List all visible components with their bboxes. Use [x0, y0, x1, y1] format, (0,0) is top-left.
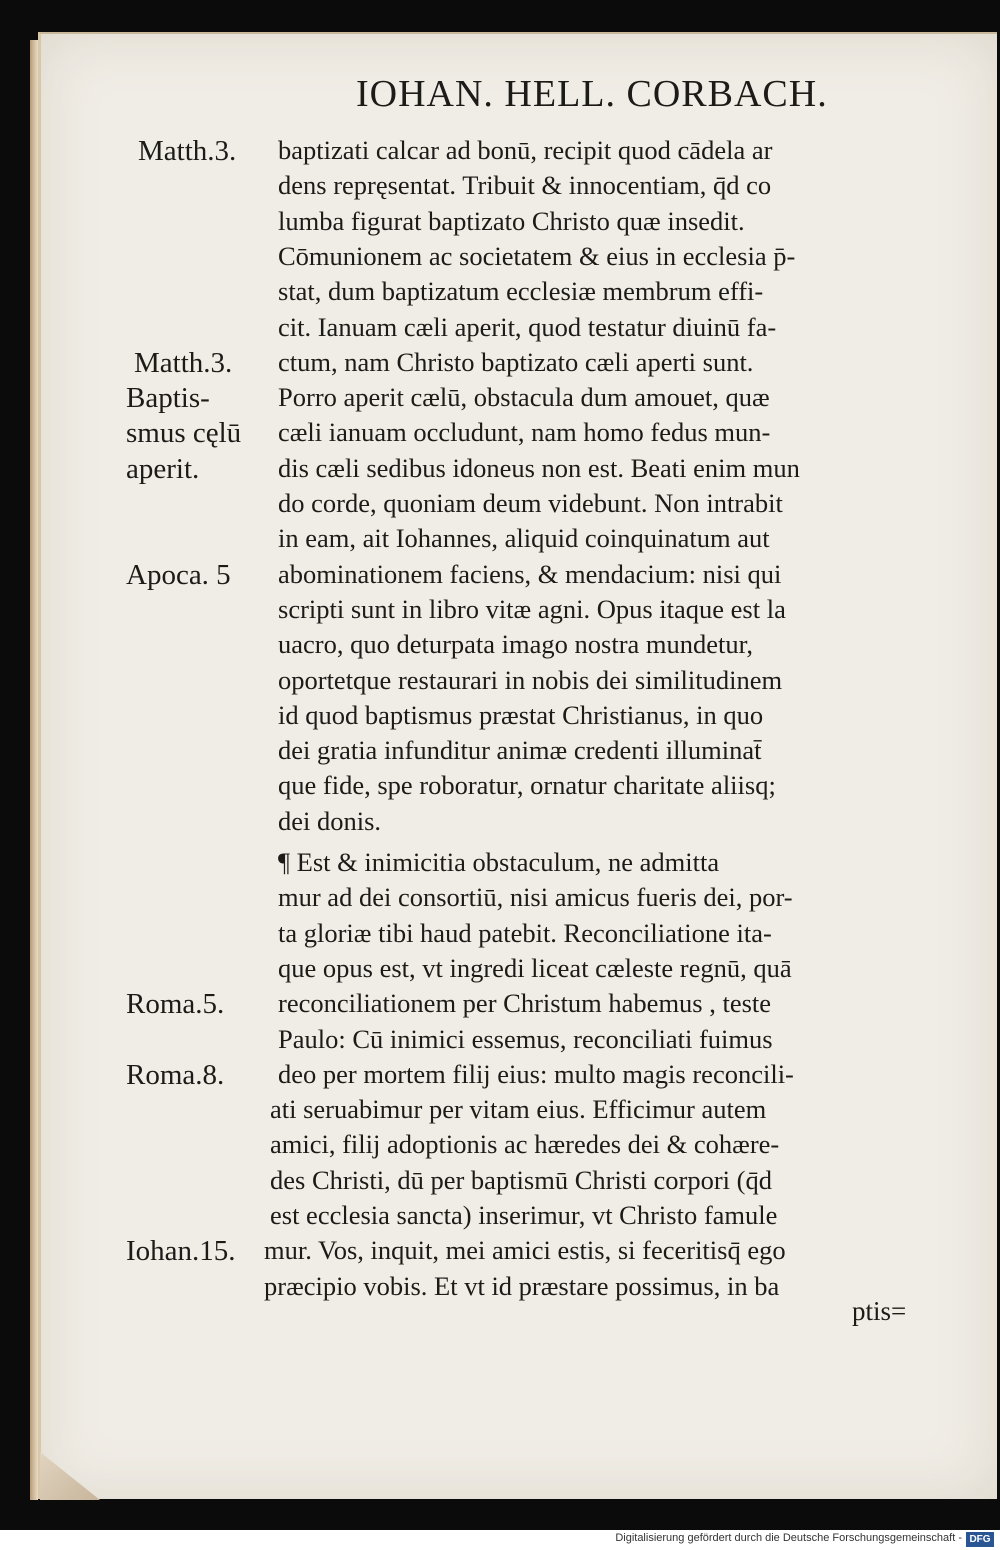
running-head: IOHAN. HELL. CORBACH.	[356, 73, 828, 115]
text-line: que fide, spe roboratur, ornatur charitate aliisq;	[278, 770, 776, 801]
text-line: ta gloriæ tibi haud patebit. Reconciliatione ita-	[278, 917, 772, 948]
page-edge	[30, 40, 38, 1500]
text-line: dens repręsentat. Tribuit & innocentiam, q̄d co	[278, 170, 772, 201]
text-line: in eam, ait Iohannes, aliquid coinquinatum aut	[278, 523, 770, 554]
text-line: cit. Ianuam cæli aperit, quod testatur diuinū fa-	[278, 311, 777, 342]
catchword: ptis=	[852, 1296, 907, 1326]
text-line: mur ad dei consortiū, nisi amicus fueris dei, por-	[278, 882, 793, 913]
text-line: scripti sunt in libro vitæ agni. Opus itaque est la	[278, 593, 786, 624]
text-line: oportetque restaurari in nobis dei similitudinem	[278, 664, 783, 695]
text-line: do corde, quoniam deum videbunt. Non intrabit	[278, 488, 783, 518]
marginal-note: aperit.	[126, 452, 200, 485]
digitization-footer	[0, 1530, 1000, 1550]
text-line: amici, filij adoptionis ac hæredes dei & cohære-	[270, 1129, 780, 1160]
text-line: stat, dum baptizatum ecclesiæ membrum effi-	[278, 276, 764, 307]
marginal-note: Baptis-	[126, 382, 210, 415]
text-line: mur. Vos, inquit, mei amici estis, si feceritisq̄ ego	[264, 1235, 786, 1266]
text-line: deo per mortem filij eius: multo magis reconcili-	[278, 1058, 794, 1089]
text-line: uacro, quo deturpata imago nostra mundetur,	[278, 629, 754, 660]
marginal-note: Roma.5.	[126, 988, 225, 1021]
text-line: Paulo: Cū inimici essemus, reconciliati fuimus	[278, 1023, 773, 1054]
text-line: des Christi, dū per baptismū Christi corpori (q̄d	[270, 1164, 772, 1195]
text-line: cæli ianuam occludunt, nam homo fedus mun-	[278, 417, 771, 448]
marginal-note: Apoca. 5	[126, 558, 231, 591]
text-line: dis cæli sedibus idoneus non est. Beati enim mun	[278, 452, 800, 483]
text-line: id quod baptismus præstat Christianus, in quo	[278, 699, 764, 730]
text-line: baptizati calcar ad bonū, recipit quod cādela ar	[278, 135, 773, 165]
text-line: lumba figurat baptizato Christo quæ insedit.	[278, 205, 745, 236]
text-line: ati seruabimur per vitam eius. Efficimur autem	[270, 1094, 767, 1125]
funding-credit: Digitalisierung gefördert durch die Deutsche Forschungsgemeinschaft -	[615, 1532, 962, 1544]
text-line: Cōmunionem ac societatem & eius in ecclesia p̄-	[278, 240, 796, 271]
text-line: reconciliationem per Christum habemus , teste	[278, 988, 772, 1019]
marginal-note: Matth.3.	[134, 346, 233, 379]
text-line: præcipio vobis. Et vt id præstare possimus, in ba	[264, 1270, 780, 1301]
text-line: dei gratia infunditur animæ credenti illuminat̄	[278, 735, 762, 766]
text-line: est ecclesia sancta) inserimur, vt Christo famule	[270, 1200, 778, 1230]
text-line: que opus est, vt ingredi liceat cæleste regnū, quā	[278, 952, 792, 983]
text-line: dei donis.	[278, 805, 382, 836]
text-line: abominationem faciens, & mendacium: nisi qui	[278, 558, 782, 589]
dfg-logo-icon: DFG	[966, 1532, 994, 1547]
marginal-note: Roma.8.	[126, 1058, 225, 1091]
marginal-note: smus cęlū	[126, 417, 242, 450]
marginal-note: Matth.3.	[138, 135, 237, 167]
text-line: ctum, nam Christo baptizato cæli aperti sunt.	[278, 346, 754, 377]
text-line: ¶ Est & inimicitia obstaculum, ne admitta	[278, 847, 720, 877]
text-line: Porro aperit cælū, obstacula dum amouet, quæ	[278, 382, 770, 413]
marginal-note: Iohan.15.	[126, 1235, 236, 1268]
